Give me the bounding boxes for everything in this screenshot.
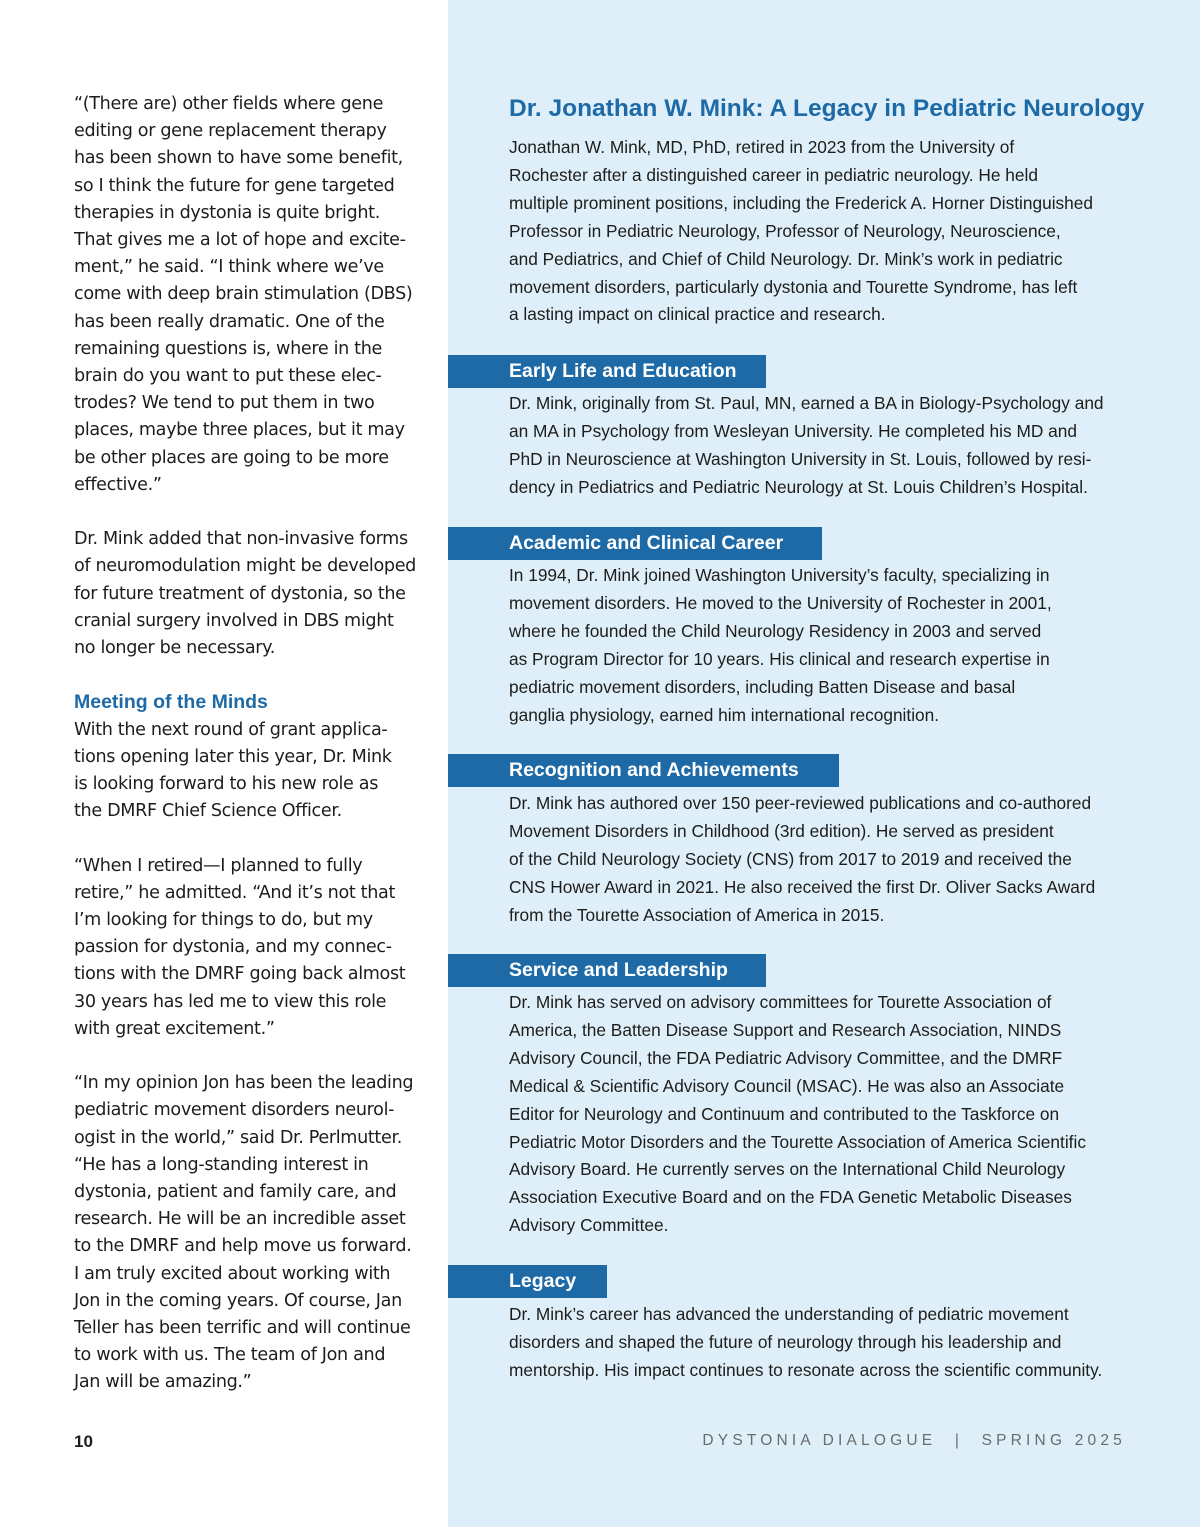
text-line: remaining questions is, where in the (74, 338, 382, 359)
text-line: where he founded the Child Neurology Residency in 2003 and served (509, 620, 1042, 641)
section-body-service (509, 989, 1086, 1240)
text-line: to work with us. The team of Jon and (74, 1345, 386, 1366)
text-line: Jon in the coming years. Of course, Jan (74, 1290, 402, 1311)
text-line: movement disorders. He moved to the University of Rochester in 2001, (509, 592, 1052, 613)
text-line: Dr. Mink added that non-invasive forms (74, 529, 408, 550)
text-line: ganglia physiology, earned him international recognition. (509, 704, 940, 725)
text-line: Medical & Scientific Advisory Council (MSAC). He was also an Associate (509, 1075, 1065, 1096)
text-line: to the DMRF and help move us forward. (74, 1236, 412, 1257)
text-line: “When I retired—I planned to fully (74, 855, 363, 876)
text-line: movement disorders, particularly dystonia and Tourette Syndrome, has left (509, 276, 1078, 297)
text-line: ogist in the world,” said Dr. Perlmutter. (74, 1127, 402, 1148)
text-line: pediatric movement disorders neurol- (74, 1100, 395, 1121)
text-line: tions with the DMRF going back almost (74, 964, 406, 985)
text-line: mentorship. His impact continues to resonate across the scientific community. (509, 1359, 1103, 1380)
text-line: Rochester after a distinguished career in pediatric neurology. He held (509, 164, 1038, 185)
section-heading: Meeting of the Minds (74, 691, 268, 714)
text-line: an MA in Psychology from Wesleyan University. He completed his MD and (509, 420, 1077, 441)
text-line: Teller has been terrific and will continue (74, 1318, 411, 1339)
article-paragraph (74, 91, 419, 499)
text-line: dency in Pediatrics and Pediatric Neurology at St. Louis Children’s Hospital. (509, 476, 1088, 497)
section-heading: Recognition and Achievements (509, 759, 799, 781)
section-body-early-life (509, 390, 1104, 502)
text-line: Dr. Mink, originally from St. Paul, MN, earned a BA in Biology-Psychology and (509, 393, 1104, 413)
text-line: Professor in Pediatric Neurology, Professor of Neurology, Neuroscience, (509, 220, 1061, 241)
text-line: editing or gene replacement therapy (74, 121, 387, 142)
text-line: CNS Hower Award in 2021. He also received the first Dr. Oliver Sacks Award (509, 876, 1096, 897)
text-line: ment,” he said. “I think where we’ve (74, 257, 384, 278)
text-line: Pediatric Motor Disorders and the Tourette Association of America Scientific (509, 1131, 1086, 1152)
sidebar-intro (509, 134, 1093, 329)
text-line: cranial surgery involved in DBS might (74, 610, 394, 631)
section-body-academic-career (509, 562, 1052, 729)
section-body-recognition (509, 790, 1095, 930)
article-paragraph (74, 1070, 419, 1396)
text-line: “He has a long-standing interest in (74, 1154, 369, 1175)
text-line: Jonathan W. Mink, MD, PhD, retired in 2023 from the University of (509, 137, 1015, 157)
text-line: the DMRF Chief Science Officer. (74, 801, 342, 822)
text-line: pediatric movement disorders, including Batten Disease and basal (509, 676, 1016, 697)
issue-date: SPRING 2025 (981, 1432, 1126, 1449)
text-line: Dr. Mink’s career has advanced the understanding of pediatric movement (509, 1304, 1069, 1324)
text-line: PhD in Neuroscience at Washington University in St. Louis, followed by resi- (509, 448, 1092, 469)
sidebar-title: Dr. Jonathan W. Mink: A Legacy in Pediatric Neurology (509, 95, 1145, 122)
text-line: I am truly excited about working with (74, 1263, 391, 1284)
text-line: Advisory Committee. (509, 1215, 669, 1236)
text-line: is looking forward to his new role as (74, 774, 379, 795)
running-footer (702, 1432, 1126, 1450)
text-line: effective.” (74, 474, 162, 495)
text-line: In 1994, Dr. Mink joined Washington University’s faculty, specializing in (509, 565, 1050, 585)
publication-name: DYSTONIA DIALOGUE (702, 1432, 937, 1449)
footer-separator: | (954, 1432, 964, 1449)
section-heading-bar-academic-career (448, 527, 822, 560)
text-line: be other places are going to be more (74, 447, 389, 468)
text-line: no longer be necessary. (74, 638, 275, 659)
text-line: multiple prominent positions, including the Frederick A. Horner Distinguished (509, 192, 1094, 213)
text-line: Editor for Neurology and Continuum and contributed to the Taskforce on (509, 1103, 1060, 1124)
text-line: passion for dystonia, and my connec- (74, 937, 392, 958)
text-line: research. He will be an incredible asset (74, 1209, 406, 1230)
section-heading: Service and Leadership (509, 959, 728, 981)
text-line: Advisory Board. He currently serves on the International Child Neurology (509, 1159, 1066, 1180)
text-line: come with deep brain stimulation (DBS) (74, 284, 413, 305)
text-line: places, maybe three places, but it may (74, 420, 405, 441)
text-line: as Program Director for 10 years. His clinical and research expertise in (509, 648, 1050, 669)
text-line: That gives me a lot of hope and excite- (74, 230, 406, 251)
article-paragraph (74, 853, 419, 1043)
text-line: dystonia, patient and family care, and (74, 1182, 397, 1203)
article-paragraph (74, 526, 419, 662)
text-line: Advisory Council, the FDA Pediatric Advisory Committee, and the DMRF (509, 1047, 1063, 1068)
text-line: tions opening later this year, Dr. Mink (74, 746, 392, 767)
text-line: with great excitement.” (74, 1018, 275, 1039)
text-line: from the Tourette Association of America in 2015. (509, 904, 885, 925)
section-body-legacy (509, 1301, 1102, 1385)
section-heading: Legacy (509, 1270, 577, 1292)
text-line: disorders and shaped the future of neurology through his leadership and (509, 1331, 1062, 1352)
text-line: Dr. Mink has authored over 150 peer-reviewed publications and co-authored (509, 793, 1092, 813)
text-line: 30 years has led me to view this role (74, 991, 387, 1012)
text-line: retire,” he admitted. “And it’s not that (74, 882, 396, 903)
page-number: 10 (74, 1432, 93, 1451)
text-line: a lasting impact on clinical practice and research. (509, 304, 886, 325)
section-heading-bar-recognition (448, 754, 839, 787)
section-heading-bar-service (448, 954, 766, 987)
text-line: With the next round of grant applica- (74, 719, 388, 740)
text-line: so I think the future for gene targeted (74, 175, 395, 196)
text-line: has been shown to have some benefit, (74, 148, 403, 169)
text-line: Association Executive Board and on the FDA Genetic Metabolic Diseases (509, 1187, 1072, 1208)
section-heading: Academic and Clinical Career (509, 532, 784, 554)
text-line: Jan will be amazing.” (74, 1372, 252, 1393)
article-paragraph (74, 689, 419, 825)
text-line: of neuromodulation might be developed (74, 556, 416, 577)
text-line: and Pediatrics, and Chief of Child Neurology. Dr. Mink’s work in pediatric (509, 248, 1063, 269)
text-line: I’m looking for things to do, but my (74, 910, 373, 931)
text-line: Movement Disorders in Childhood (3rd edition). He served as president (509, 820, 1054, 841)
text-line: “(There are) other fields where gene (74, 94, 384, 114)
text-line: has been really dramatic. One of the (74, 311, 385, 332)
section-heading-bar-early-life (448, 355, 766, 388)
text-line: “In my opinion Jon has been the leading (74, 1073, 414, 1094)
text-line: therapies in dystonia is quite bright. (74, 202, 380, 223)
text-line: brain do you want to put these elec- (74, 366, 382, 387)
text-line: Dr. Mink has served on advisory committees for Tourette Association of (509, 992, 1052, 1012)
text-line: of the Child Neurology Society (CNS) from 2017 to 2019 and received the (509, 848, 1072, 869)
text-line: for future treatment of dystonia, so the (74, 583, 406, 604)
section-heading-bar-legacy (448, 1265, 607, 1298)
text-line: America, the Batten Disease Support and Research Association, NINDS (509, 1019, 1062, 1040)
section-heading: Early Life and Education (509, 360, 737, 382)
article-left-column (74, 91, 419, 1424)
text-line: trodes? We tend to put them in two (74, 393, 375, 414)
